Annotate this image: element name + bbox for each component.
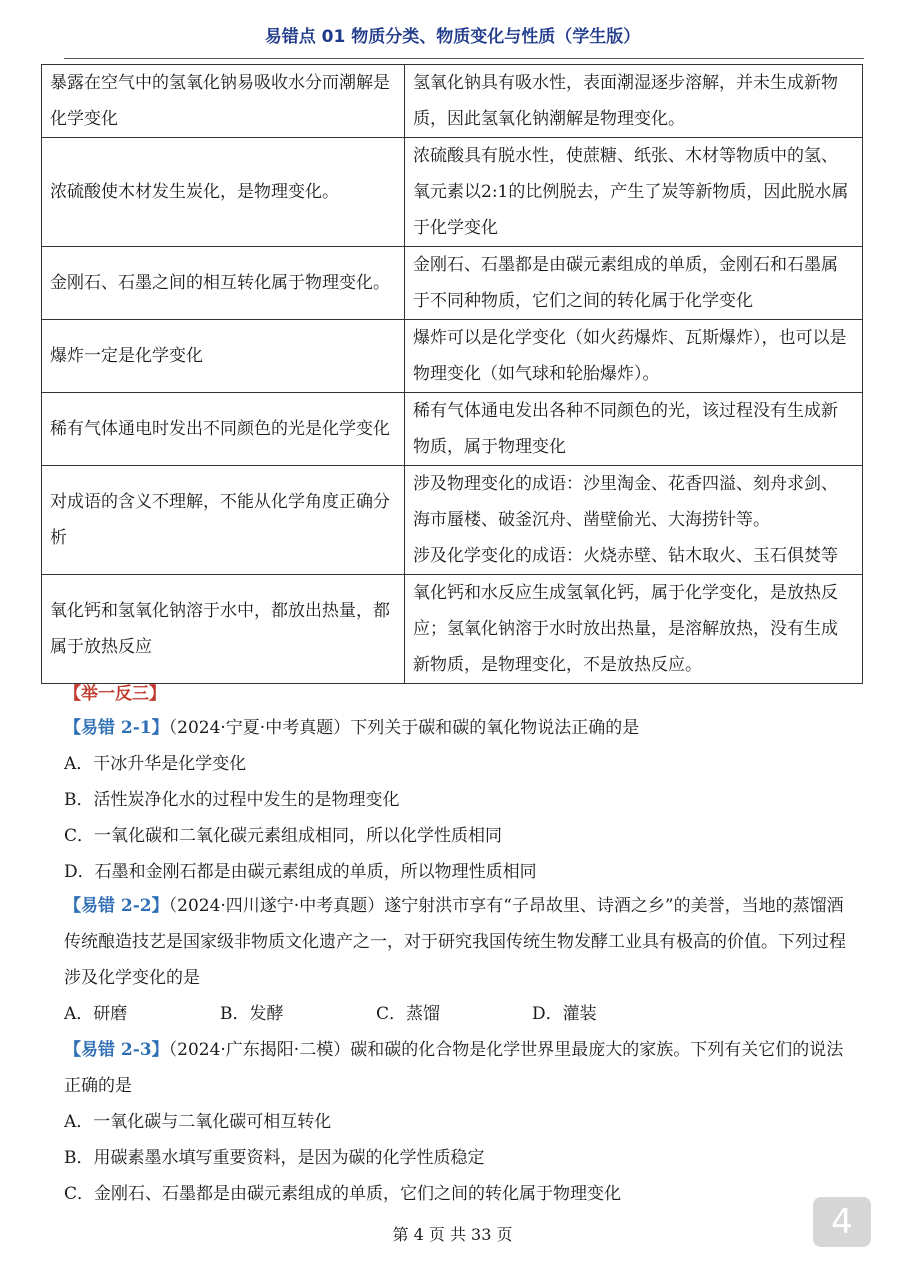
page-header-title: 易错点 01 物质分类、物质变化与性质（学生版） [264,27,641,47]
explanation-cell [405,65,863,138]
question-2-3 [64,1032,860,1212]
misconception-cell: 金刚石、石墨之间的相互转化属于物理变化。 [42,247,405,320]
question-tag: 【易错 2-2】 [64,896,169,916]
misconception-cell: 稀有气体通电时发出不同颜色的光是化学变化 [42,393,405,466]
option-a: A．研磨 [64,1004,128,1024]
table-row [42,320,863,393]
option-a: A．一氧化碳与二氧化碳可相互转化 [64,1112,332,1132]
explanation-cell [405,247,863,320]
explanation-cell [405,575,863,684]
table-row [42,575,863,684]
question-text: （2024·宁夏·中考真题）下列关于碳和碳的氧化物说法正确的是 [168,718,640,738]
table-row [42,65,863,138]
option-d: D．灌装 [532,1004,597,1024]
question-tag: 【易错 2-1】 [64,718,169,738]
option-b: B．用碳素墨水填写重要资料，是因为碳的化学性质稳定 [64,1148,485,1168]
explanation-text: 氧化钙和水反应生成氢氧化钙，属于化学变化，是放热反应；氢氧化钠溶于水时放出热量，是溶解放热，没有生成新物质，是物理变化，不是放热反应。 [413,583,838,675]
explanation-cell [405,320,863,393]
page-number-badge: 4 [813,1197,871,1247]
misconception-cell: 对成语的含义不理解，不能从化学角度正确分析 [42,466,405,575]
question-text: （2024·广东揭阳·二模）碳和碳的化合物是化学世界里最庞大的家族。下列有关它们的说法正确的是 [64,1040,844,1096]
section-title [64,676,860,712]
page-footer: 第 4 页 共 33 页 [392,1225,513,1244]
question-text: （2024·四川遂宁·中考真题）遂宁射洪市享有“子昂故里、诗酒之乡”的美誉，当地的蒸馏酒传统酿造技艺是国家级非物质文化遗产之一，对于研究我国传统生物发酵工业具有极高的价值。下列过程涉及化学变化的是 [64,896,846,988]
option-c: C．一氧化碳和二氧化碳元素组成相同，所以化学性质相同 [64,826,503,846]
misconception-cell: 氧化钙和氢氧化钠溶于水中，都放出热量，都属于放热反应 [42,575,405,684]
explanation-cell [405,138,863,247]
explanation-text: 涉及物理变化的成语：沙里淘金、花香四溢、刻舟求剑、海市蜃楼、破釜沉舟、凿壁偷光、大海捞针等。 [413,474,838,530]
table-row [42,393,863,466]
table-row [42,247,863,320]
option-c: C．金刚石、石墨都是由碳元素组成的单质，它们之间的转化属于物理变化 [64,1184,622,1204]
explanation-text: 氢氧化钠具有吸水性，表面潮湿逐步溶解，并未生成新物质，因此氢氧化钠潮解是物理变化。 [413,73,838,129]
question-stem [64,888,860,996]
question-2-2 [64,888,860,1032]
question-2-1 [64,710,860,890]
header-divider [64,58,864,59]
misconception-cell: 爆炸一定是化学变化 [42,320,405,393]
explanation-cell [405,393,863,466]
option-a: A．干冰升华是化学变化 [64,754,247,774]
option-b: B．发酵 [220,1004,284,1024]
explanation-text: 稀有气体通电发出各种不同颜色的光，该过程没有生成新物质，属于物理变化 [413,401,838,457]
question-stem [64,710,860,746]
question-tag: 【易错 2-3】 [64,1040,169,1060]
table-row [42,466,863,575]
explanation-text: 浓硫酸具有脱水性，使蔗糖、纸张、木材等物质中的氢、氧元素以2:1的比例脱去，产生了炭等新物质，因此脱水属于化学变化 [413,146,849,238]
table-row [42,138,863,247]
option-c: C．蒸馏 [376,1004,441,1024]
misconception-cell: 浓硫酸使木材发生炭化，是物理变化。 [42,138,405,247]
explanation-text: 爆炸可以是化学变化（如火药爆炸、瓦斯爆炸），也可以是物理变化（如气球和轮胎爆炸）。 [413,328,847,384]
option-d: D．石墨和金刚石都是由碳元素组成的单质，所以物理性质相同 [64,862,537,882]
explanation-text: 涉及化学变化的成语：火烧赤壁、钻木取火、玉石俱焚等 [413,546,838,566]
option-b: B．活性炭净化水的过程中发生的是物理变化 [64,790,400,810]
mistake-comparison-table [41,64,863,684]
options-row [64,996,860,1032]
misconception-cell: 暴露在空气中的氢氧化钠易吸收水分而潮解是化学变化 [42,65,405,138]
explanation-cell [405,466,863,575]
explanation-text: 金刚石、石墨都是由碳元素组成的单质，金刚石和石墨属于不同种物质，它们之间的转化属于化学变化 [413,255,838,311]
question-stem [64,1032,860,1104]
section-title-text: 【举一反三】 [64,684,166,704]
